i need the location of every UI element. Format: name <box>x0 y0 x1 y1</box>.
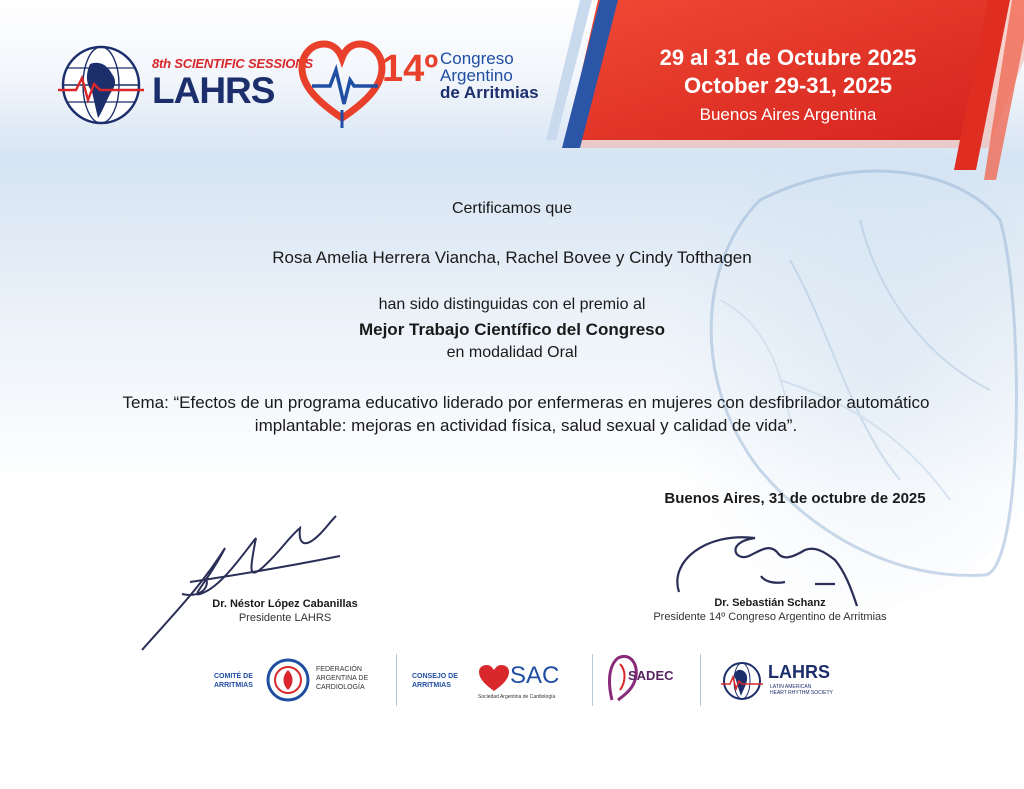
sac-wordmark: SAC <box>510 662 560 689</box>
date-spanish: 29 al 31 de Octubre 2025 <box>659 45 917 70</box>
tema-text: Tema: “Efectos de un programa educativo liderado por enfermeras en mujeres con desfibrilador automático implantable: mejoras en actividad física, salud sexual y calidad de vida”. <box>122 393 930 435</box>
signature-lopez-cabanillas <box>130 498 360 658</box>
faca-line: CARDIOLOGÍA <box>316 684 365 691</box>
signer-role: Presidente 14º Congreso Argentino de Arritmias <box>653 611 887 623</box>
date-english: October 29-31, 2025 <box>684 73 892 98</box>
signer-name: Dr. Néstor López Cabanillas <box>212 598 358 610</box>
signer-name: Dr. Sebastián Schanz <box>714 597 826 609</box>
lahrs-sub-line: LATIN AMERICAN <box>770 684 812 690</box>
faca-line: FEDERACIÓN <box>316 666 362 673</box>
lahrs-subtitle: 8th SCIENTIFIC SESSIONS <box>152 56 313 71</box>
certify-text: Certificamos que <box>451 200 573 217</box>
sac-heart-icon <box>478 664 510 692</box>
footer-divider <box>396 654 397 706</box>
consejo-arritmias-logo <box>412 650 458 710</box>
comite-arritmias-logo <box>214 650 253 710</box>
congreso-logo <box>298 40 538 130</box>
lahrs-footer-wordmark: LAHRS <box>768 662 830 682</box>
congreso-title <box>440 50 538 101</box>
lahrs-sub-line: HEART RHYTHM SOCIETY <box>770 690 833 696</box>
lahrs-footer-subtitle <box>770 684 833 698</box>
footer-divider <box>592 654 593 706</box>
lahrs-wordmark: LAHRS <box>152 70 275 111</box>
sac-subtitle: Sociedad Argentina de Cardiología <box>478 694 556 700</box>
comite-line: ARRITMIAS <box>214 682 253 689</box>
faca-text <box>316 650 368 710</box>
distinguished-text: han sido distinguidas con el premio al <box>378 296 646 313</box>
signer-role: Presidente LAHRS <box>238 612 332 624</box>
footer-divider <box>700 654 701 706</box>
congreso-line: de Arritmias <box>440 83 539 102</box>
place-date: Buenos Aires, 31 de octubre de 2025 <box>664 490 926 507</box>
lahrs-logo <box>56 38 313 128</box>
sponsor-logos <box>200 650 840 710</box>
heart-ecg-icon <box>298 40 386 128</box>
lahrs-globe-small-icon <box>720 660 764 702</box>
comite-line: COMITÉ DE <box>214 673 253 680</box>
consejo-line: ARRITMIAS <box>412 682 451 689</box>
congreso-number: 14º <box>382 48 439 90</box>
event-city: Buenos Aires Argentina <box>699 105 877 124</box>
award-title: Mejor Trabajo Científico del Congreso <box>358 320 666 339</box>
congreso-line: Argentino <box>440 66 513 85</box>
recipients-text: Rosa Amelia Herrera Viancha, Rachel Bovee y Cindy Tofthagen <box>272 248 752 267</box>
faca-emblem-icon <box>266 658 310 702</box>
globe-icon <box>56 42 146 128</box>
modality-text: en modalidad Oral <box>446 344 578 361</box>
consejo-line: CONSEJO DE <box>412 673 458 680</box>
faca-line: ARGENTINA DE <box>316 675 369 682</box>
sadec-wordmark: SADEC <box>628 668 674 683</box>
congreso-line: Congreso <box>440 49 514 68</box>
event-dates <box>638 44 938 128</box>
